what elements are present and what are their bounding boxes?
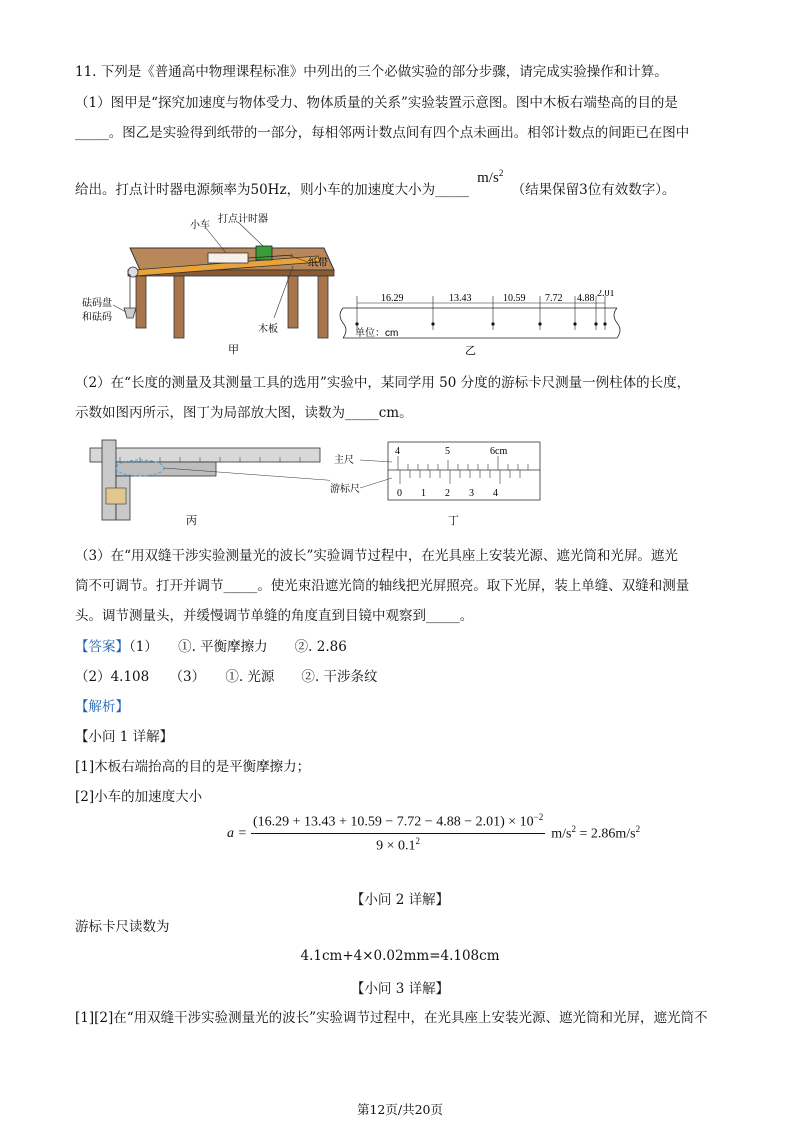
table-leg	[136, 276, 146, 328]
question-header: 11. 下列是《普通高中物理课程标准》中列出的三个必做实验的部分步骤，请完成实验操作和计算。	[75, 64, 668, 80]
figure-bing-caliper	[80, 432, 330, 527]
tape-unit: 单位：cm	[355, 328, 399, 339]
main-tick-label: 5	[445, 446, 450, 457]
timer	[256, 246, 272, 260]
label-weight-pan: 砝码盘	[82, 298, 112, 309]
page-footer: 第12页/共20页	[356, 1102, 444, 1117]
tape-dots	[355, 322, 606, 325]
answer-text1: （1） ①. 平衡摩擦力 ②. 2.86	[129, 639, 347, 655]
caption-bing: 丙	[186, 515, 197, 527]
tape-dot	[431, 322, 434, 325]
sub3-title: 【小问 3 详解】	[350, 981, 450, 997]
pulley	[128, 267, 138, 277]
accel-unit	[477, 170, 503, 186]
tape-value: 2.01	[597, 290, 615, 299]
part2-line1: （2）在“长度的测量及其测量工具的选用”实验中，某同学用 50 分度的游标卡尺测量一例柱体的长度，	[75, 375, 691, 391]
label-timer: 打点计时器	[218, 214, 268, 225]
label-main-scale: 主尺	[334, 455, 354, 466]
tape-value: 10.59	[503, 293, 526, 304]
formula-table	[226, 812, 641, 855]
formula-result-exp: 2	[635, 824, 641, 835]
sub1-line2: [2]小车的加速度大小	[75, 789, 203, 805]
table-leg	[318, 276, 328, 338]
part1-line1: （1）图甲是“探究加速度与物体受力、物体质量的关系”实验装置示意图。图中木板右端垫高的目的是	[75, 95, 678, 111]
main-tick-label: 4	[395, 446, 400, 457]
tape-value: 16.29	[381, 293, 404, 304]
label-vernier-scale: 游标尺	[330, 484, 360, 495]
part1-line3-suffix: （结果保留3位有效数字）。	[511, 182, 676, 198]
formula-result: = 2.86m/s	[579, 826, 636, 842]
vernier-tick-label: 3	[469, 488, 474, 499]
scale-frame	[388, 442, 540, 500]
tape-value: 13.43	[449, 293, 472, 304]
weight-pan	[124, 308, 136, 318]
figure-ding-scale	[330, 440, 550, 530]
answer-line2: （2）4.108 （3） ①. 光源 ②. 干涉条纹	[75, 669, 378, 685]
analysis-tag: 【解析】	[75, 699, 129, 715]
tape-dot	[538, 322, 541, 325]
measured-object	[106, 488, 126, 504]
label-board: 木板	[258, 324, 278, 335]
formula-rhs	[545, 812, 641, 855]
fixed-jaw	[102, 440, 116, 520]
accel-unit-sup: 2	[498, 168, 504, 178]
vernier-slider	[116, 462, 216, 476]
formula-den-exp: 2	[415, 835, 421, 846]
part3-line1: （3）在“用双缝干涉实验测量光的波长”实验调节过程中，在光具座上安装光源、遮光筒和光屏。遮光	[75, 548, 678, 564]
vernier-tick-label: 0	[397, 488, 402, 499]
accel-formula	[226, 812, 641, 855]
caption-ding: 丁	[448, 515, 459, 527]
sub1-title: 【小问 1 详解】	[75, 729, 174, 745]
tape-dot	[603, 322, 606, 325]
tape-dot	[594, 322, 597, 325]
caption-yi: 乙	[465, 345, 476, 357]
formula-unit-exp: 2	[571, 824, 576, 835]
figure-jia-apparatus	[78, 210, 338, 360]
tape-dot	[573, 322, 576, 325]
sub2-title: 【小问 2 详解】	[350, 892, 450, 908]
sub2-line1: 游标卡尺读数为	[75, 919, 170, 935]
answer-line1	[75, 637, 347, 657]
formula-unit: m/s	[551, 826, 572, 842]
table-leg	[288, 276, 298, 328]
part2-line2: 示数如图丙所示，图丁为局部放大图，读数为_____cm。	[75, 405, 413, 421]
caliper-beam	[90, 448, 320, 462]
formula-denominator-text: 9 × 0.1	[376, 838, 416, 854]
part1-line3	[75, 168, 676, 200]
formula-numerator-text: (16.29 + 13.43 + 10.59 − 7.72 − 4.88 − 2.01) × 10	[252, 814, 534, 830]
cart	[208, 253, 248, 263]
vernier-scale-ticks	[400, 470, 520, 484]
tape-value: 4.88	[577, 293, 595, 304]
tape-value: 7.72	[545, 293, 563, 304]
tape-dot	[355, 322, 358, 325]
label-cart: 小车	[190, 220, 210, 231]
caption-jia: 甲	[228, 344, 239, 356]
formula-lhs-var: a	[227, 825, 234, 841]
figure-yi-tape	[335, 290, 625, 360]
main-tick-label: 6cm	[490, 446, 508, 457]
vernier-tick-label: 4	[493, 488, 498, 499]
label-tape: 纸带	[308, 258, 328, 269]
formula-numerator	[251, 812, 545, 833]
label-weights: 和砝码	[82, 312, 112, 323]
answer-tag: 【答案】	[75, 639, 129, 655]
part1-line3-text: 给出。打点计时器电源频率为50Hz，则小车的加速度大小为_____	[75, 182, 469, 198]
vernier-tick-label: 2	[445, 488, 450, 499]
formula-lhs: a =	[227, 825, 247, 841]
part3-line2: 筒不可调节。打开并调节_____。使光束沿遮光筒的轴线把光屏照亮。取下光屏，装上单缝、双缝和测量	[75, 578, 690, 594]
sub1-line1: [1]木板右端抬高的目的是平衡摩擦力；	[75, 759, 311, 775]
main-scale-ticks	[398, 456, 528, 470]
sub2-formula: 4.1cm+4×0.02mm=4.108cm	[300, 948, 500, 964]
accel-unit-text: m/s	[477, 170, 499, 186]
vernier-tick-label: 1	[421, 488, 426, 499]
sub3-line1: [1][2]在“用双缝干涉实验测量光的波长”实验调节过程中，在光具座上安装光源、遮光筒和光屏，遮光筒不	[75, 1010, 708, 1026]
table-leg	[174, 276, 184, 338]
formula-num-exp: −2	[533, 812, 544, 822]
part3-line3: 头。调节测量头，并缓慢调节单缝的角度直到目镜中观察到_____。	[75, 608, 474, 624]
formula-denominator	[251, 833, 545, 855]
tape-dot	[491, 322, 494, 325]
part1-line2: _____。图乙是实验得到纸带的一部分，每相邻两计数点间有四个点未画出。相邻计数点的间距已在图中	[75, 125, 690, 141]
